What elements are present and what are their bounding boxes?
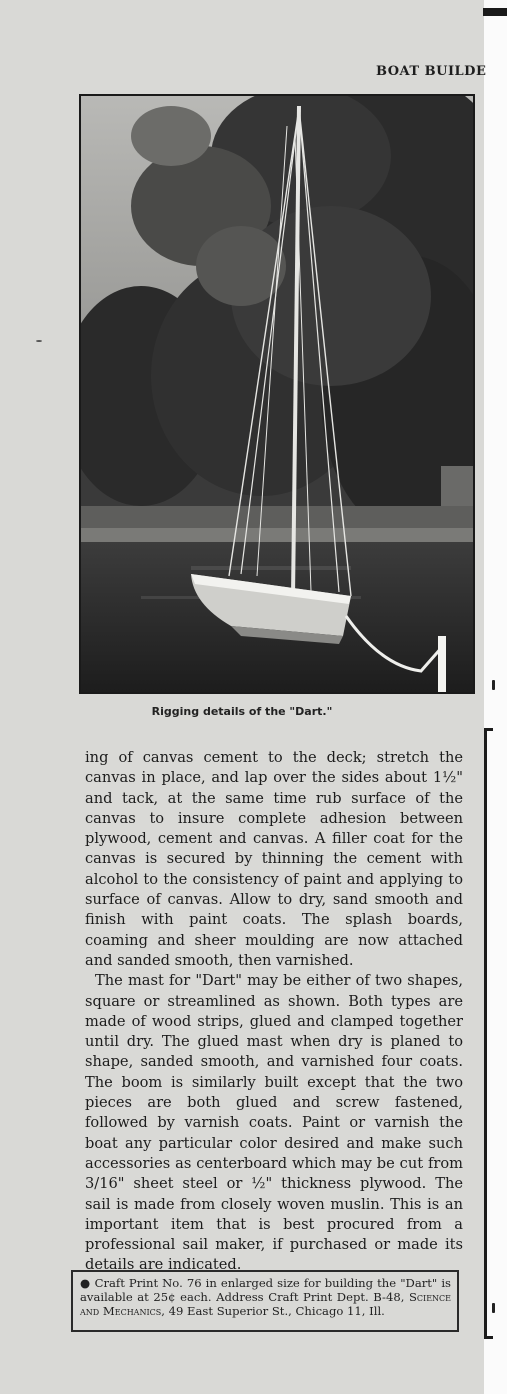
- bullet-icon: ●: [80, 1276, 91, 1290]
- article-body: [85, 748, 463, 1276]
- figure-caption: Rigging details of the "Dart.": [151, 705, 333, 718]
- running-head: BOAT BUILDE: [376, 64, 487, 79]
- note-text: Craft Print No. 76 in enlarged size for building the "Dart" is available at 25¢ each. Address Craft Print Dept. B-48,: [80, 1276, 451, 1305]
- sailboat-illustration: [81, 96, 473, 692]
- craft-print-note: [71, 1270, 459, 1332]
- adjacent-column-frame: [484, 728, 493, 1339]
- sailboat-photo: [79, 94, 475, 694]
- paragraph: The mast for "Dart" may be either of two shapes, square or streamlined as shown. Both types are made of wood strips, glued and clamped together until dry. The glued mast when dry is planed to shape, sanded smooth, and varnished four coats. The boom is similarly built except that the two pieces are both glued and screw fastened, followed by varnish coats. Paint or varnish the boat any particular color desired and make such accessories as centerboard which may be cut from 3/16" sheet steel or ½" thickness plywood. The sail is made from closely woven muslin. This is an important item that is best procured from a professional sail maker, if purchased or made its details are indicated.: [85, 972, 463, 1274]
- note-address: , 49 East Superior St., Chicago 11, Ill.: [161, 1304, 385, 1319]
- paragraph: ing of canvas cement to the deck; stretch the canvas in place, and lap over the sides about 1½" and tack, at the same time rub surface of the canvas to insure complete adhesion between plywood, cement and canvas. A filler coat for the canvas is secured by thinning the cement with alcohol to the consistency of paint and applying to surface of canvas. Allow to dry, sand smooth and finish with paint coats. The splash boards, coaming and sheer moulding are now attached and sanded smooth, then varnished.: [85, 749, 463, 969]
- print-speck: [492, 680, 495, 690]
- print-speck: [36, 340, 42, 342]
- print-speck: [492, 1303, 495, 1313]
- header-rule: [483, 8, 507, 16]
- publication-name: Science and Mechanics: [80, 1290, 451, 1319]
